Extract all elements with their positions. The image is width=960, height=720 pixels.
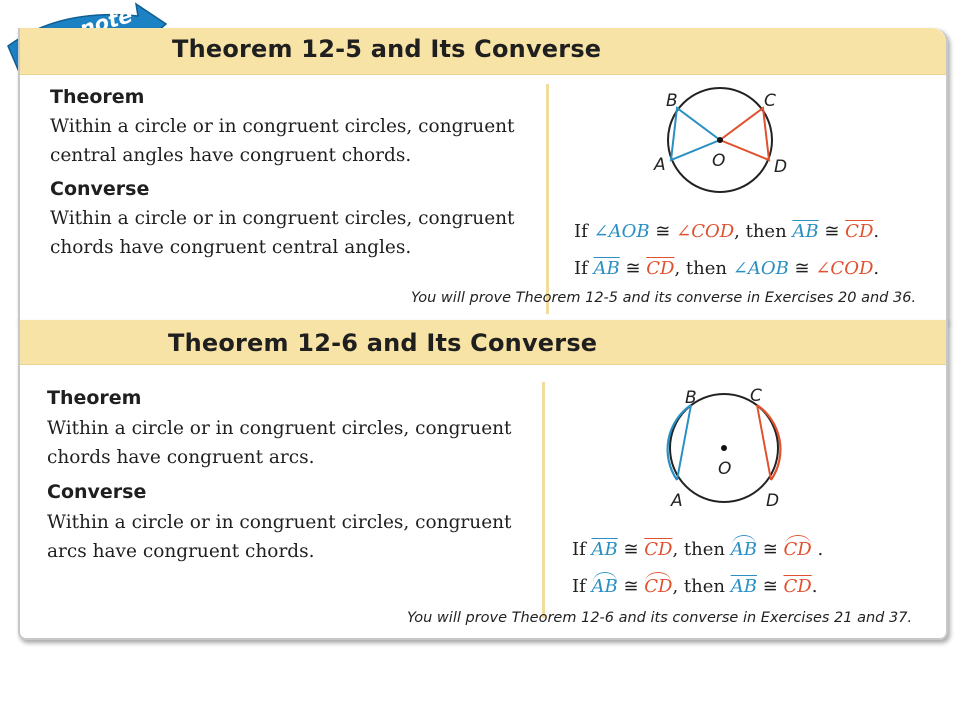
period: . <box>811 576 818 597</box>
statement-2 <box>574 258 879 279</box>
if-word: If <box>572 576 592 597</box>
arc-cd-term: CD <box>783 539 812 560</box>
section-header <box>20 320 946 365</box>
angle-aob-term: ∠AOB <box>732 258 789 279</box>
central-angles-figure <box>640 84 810 214</box>
statement-2 <box>572 576 817 597</box>
angle-aob-term: ∠AOB <box>593 221 650 242</box>
congruent-symbol: ≅ <box>756 576 784 597</box>
converse-line: chords have congruent central angles. <box>50 237 412 258</box>
period: . <box>873 258 880 279</box>
theorem-line: Within a circle or in congruent circles, congruent <box>47 418 512 439</box>
if-word: If <box>572 539 592 560</box>
center-point <box>721 445 727 451</box>
label-d: D <box>766 491 780 511</box>
angle-cod-term: ∠COD <box>676 221 735 242</box>
section-title: Theorem 12-5 and Its Converse <box>172 35 602 63</box>
column-divider <box>546 84 549 314</box>
label-c: C <box>764 91 776 111</box>
angle-cod <box>720 108 769 160</box>
converse-heading: Converse <box>47 481 147 503</box>
center-point <box>717 137 723 143</box>
section-header <box>20 28 946 75</box>
congruent-symbol: ≅ <box>818 221 846 242</box>
label-b: B <box>666 91 678 111</box>
statement-1 <box>572 539 823 560</box>
theorem-line: Within a circle or in congruent circles, congruent <box>50 116 515 137</box>
chord-cd-term: $\overline{CD}$ <box>644 539 673 560</box>
converse-text <box>47 508 517 566</box>
theorem-12-6-panel <box>18 320 948 640</box>
chord-ab-term: $\overline{AB}$ <box>593 258 620 279</box>
theorem-text <box>50 112 520 170</box>
arc-cd-term: CD <box>644 576 673 597</box>
theorem-line: chords have congruent arcs. <box>47 447 315 468</box>
label-a: A <box>671 491 683 511</box>
arc-ab-term: AB <box>730 539 757 560</box>
congruent-symbol: ≅ <box>617 576 645 597</box>
if-word: If <box>574 258 594 279</box>
period: . <box>811 539 824 560</box>
chord-ab-term: $\overline{AB}$ <box>730 576 757 597</box>
if-word: If <box>574 221 594 242</box>
statement-1 <box>574 221 879 242</box>
label-d: D <box>774 157 788 177</box>
chord-cd-term: $\overline{CD}$ <box>646 258 675 279</box>
period: . <box>873 221 880 242</box>
theorem-text <box>47 414 517 472</box>
footnote: You will prove Theorem 12-6 and its converse in Exercises 21 and 37. <box>407 610 913 626</box>
chord-cd-term: $\overline{CD}$ <box>783 576 812 597</box>
converse-line: arcs have congruent chords. <box>47 541 315 562</box>
congruent-chords-figure <box>640 382 810 518</box>
arc-ab-term: AB <box>591 576 618 597</box>
label-o: O <box>712 151 726 171</box>
congruent-symbol: ≅ <box>617 539 645 560</box>
converse-text <box>50 204 520 262</box>
label-a: A <box>654 155 666 175</box>
then-word: , then <box>734 221 793 242</box>
angle-cod-term: ∠COD <box>815 258 874 279</box>
converse-line: Within a circle or in congruent circles, congruent <box>50 208 515 229</box>
converse-line: Within a circle or in congruent circles, congruent <box>47 512 512 533</box>
label-c: C <box>750 386 762 406</box>
congruent-symbol: ≅ <box>756 539 784 560</box>
congruent-symbol: ≅ <box>619 258 647 279</box>
theorem-heading: Theorem <box>47 387 142 409</box>
section-title: Theorem 12-6 and Its Converse <box>168 329 598 357</box>
chord-ab-term: $\overline{AB}$ <box>591 539 618 560</box>
theorem-line: central angles have congruent chords. <box>50 145 412 166</box>
congruent-symbol: ≅ <box>788 258 816 279</box>
chord-cd-term: $\overline{CD}$ <box>845 221 874 242</box>
congruent-symbol: ≅ <box>649 221 677 242</box>
footnote: You will prove Theorem 12-5 and its converse in Exercises 20 and 36. <box>411 290 917 306</box>
then-word: , then <box>674 258 733 279</box>
theorem-heading: Theorem <box>50 86 145 108</box>
label-o: O <box>718 459 732 479</box>
label-b: B <box>685 388 697 408</box>
chord-ab-term: $\overline{AB}$ <box>792 221 819 242</box>
then-word: , then <box>672 576 731 597</box>
converse-heading: Converse <box>50 178 150 200</box>
column-divider <box>542 382 545 618</box>
theorem-12-5-panel <box>18 28 948 322</box>
then-word: , then <box>672 539 731 560</box>
